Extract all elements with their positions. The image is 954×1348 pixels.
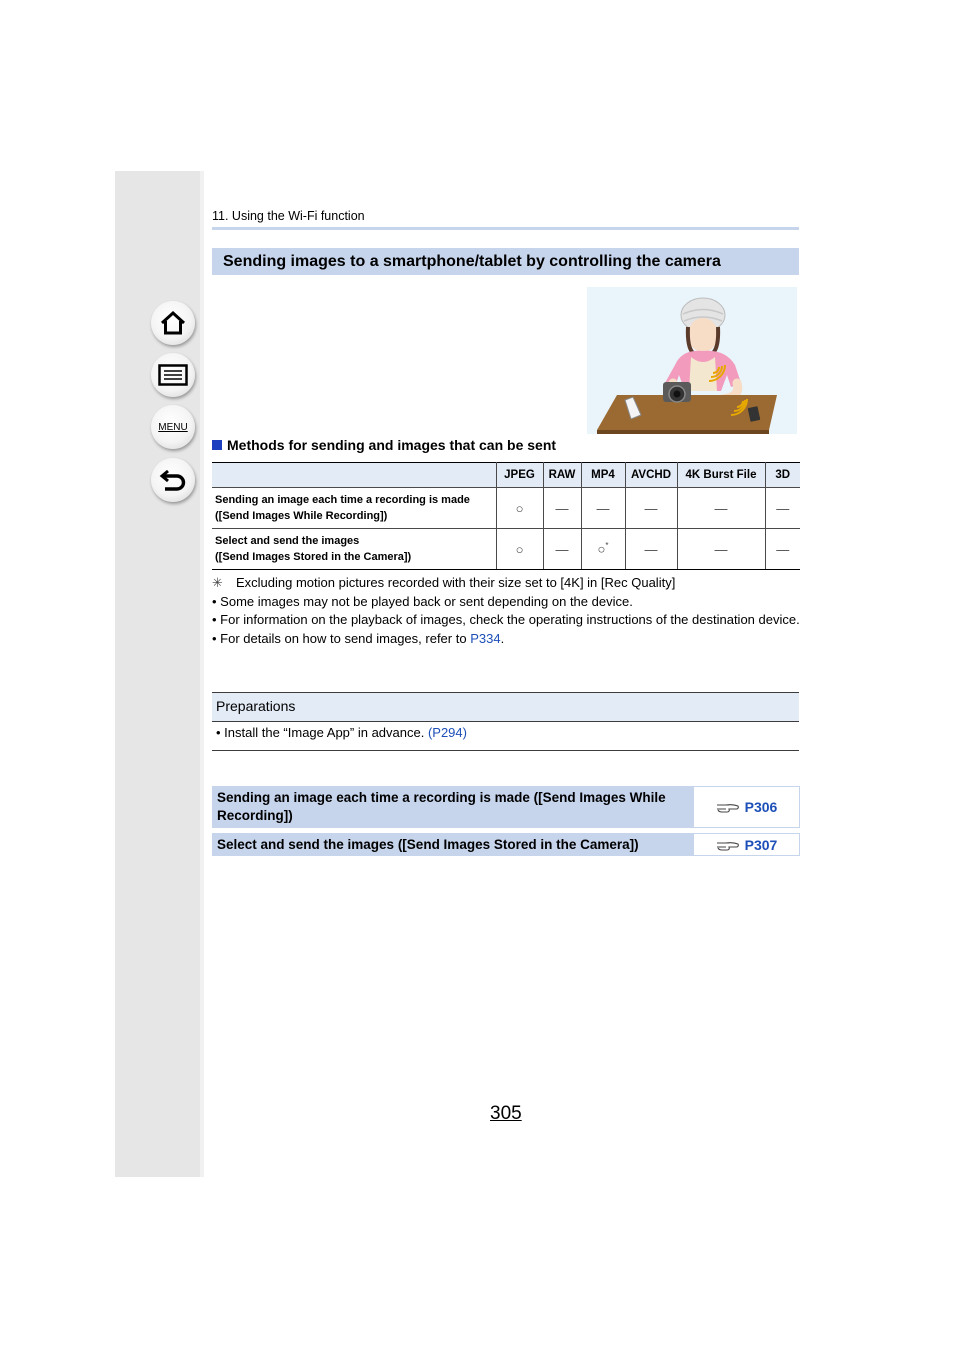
- link-row-label: Select and send the images ([Send Images Stored in the Camera]): [212, 833, 694, 856]
- footnote: [212, 574, 802, 593]
- illustration-woman-with-camera: [587, 287, 797, 434]
- notes: [212, 574, 802, 648]
- note-text: • For details on how to send images, refer to: [212, 630, 471, 646]
- footnote-star: ✳: [212, 575, 223, 590]
- note-text: .: [500, 630, 505, 646]
- preparations-heading: Preparations: [212, 692, 799, 722]
- contents-list-icon: [158, 364, 188, 386]
- table-cell: —: [765, 529, 800, 570]
- table-cell: —: [581, 488, 625, 529]
- note-bullet: • Some images may not be played back or sent depending on the device.: [212, 593, 633, 609]
- table-cell: —: [543, 488, 581, 529]
- column-header: AVCHD: [625, 463, 677, 488]
- back-arrow-icon: [159, 468, 187, 492]
- breadcrumb-rule: [212, 227, 799, 230]
- back-button[interactable]: [151, 458, 195, 502]
- column-header: MP4: [581, 463, 625, 488]
- column-header: RAW: [543, 463, 581, 488]
- table-cell: —: [677, 529, 765, 570]
- methods-table: [212, 462, 800, 570]
- page-link-p307[interactable]: [694, 833, 800, 856]
- table-cell: —: [625, 488, 677, 529]
- table-row: [212, 488, 800, 529]
- link-row-label: Sending an image each time a recording is made ([Send Images While Recording]): [212, 786, 694, 828]
- table-cell: —: [677, 488, 765, 529]
- square-bullet-icon: [212, 440, 222, 450]
- header-blank: [212, 463, 496, 488]
- table-cell: ○: [496, 488, 543, 529]
- table-cell: ○: [496, 529, 543, 570]
- note-bullet: [212, 630, 802, 649]
- table-cell: —: [765, 488, 800, 529]
- table-header-row: [212, 463, 800, 488]
- row-label-line1: Select and send the images: [215, 535, 360, 547]
- methods-heading: [212, 437, 556, 453]
- page-ref: P306: [744, 799, 778, 815]
- row-label-line2: ([Send Images While Recording]): [215, 510, 388, 522]
- methods-heading-text: Methods for sending and images that can be sent: [227, 437, 557, 453]
- menu-button[interactable]: [151, 405, 195, 449]
- sidebar-edge: [200, 171, 204, 1177]
- row-label: [212, 488, 496, 529]
- table-cell: [581, 529, 625, 570]
- contents-button[interactable]: [151, 353, 195, 397]
- preparations-text: • Install the “Image App” in advance.: [216, 725, 428, 740]
- breadcrumb: 11. Using the Wi-Fi function: [212, 209, 365, 223]
- note-bullet: • For information on the playback of images, check the operating instructions of the destination device.: [212, 612, 800, 627]
- preparations-box: [212, 692, 799, 751]
- pointing-hand-icon: [716, 839, 740, 851]
- row-label: [212, 529, 496, 570]
- section-title: Sending images to a smartphone/tablet by controlling the camera: [212, 248, 799, 275]
- preparations-item: [212, 722, 799, 751]
- link-row-send-while-recording: [212, 786, 800, 828]
- page-link-p334[interactable]: P334: [470, 630, 501, 646]
- page-ref: P307: [744, 836, 778, 853]
- row-label-line1: Sending an image each time a recording is made: [215, 494, 470, 506]
- home-button[interactable]: [151, 301, 195, 345]
- page-link-p294[interactable]: (P294): [427, 725, 467, 740]
- link-row-send-stored: [212, 833, 800, 856]
- pointing-hand-icon: [716, 801, 740, 813]
- footnote-mark: *: [605, 541, 609, 551]
- page-link-p306[interactable]: [694, 786, 800, 828]
- page-number: 305: [490, 1103, 522, 1124]
- row-label-line2: ([Send Images Stored in the Camera]): [215, 551, 412, 563]
- footnote-text: Excluding motion pictures recorded with their size set to [4K] in [Rec Quality]: [236, 575, 676, 590]
- column-header: 3D: [765, 463, 800, 488]
- menu-label: MENU: [158, 421, 188, 433]
- table-cell: —: [625, 529, 677, 570]
- column-header: JPEG: [496, 463, 543, 488]
- column-header: 4K Burst File: [677, 463, 765, 488]
- home-icon: [159, 310, 187, 336]
- cell-value: ○: [597, 541, 606, 557]
- table-cell: —: [543, 529, 581, 570]
- table-row: [212, 529, 800, 570]
